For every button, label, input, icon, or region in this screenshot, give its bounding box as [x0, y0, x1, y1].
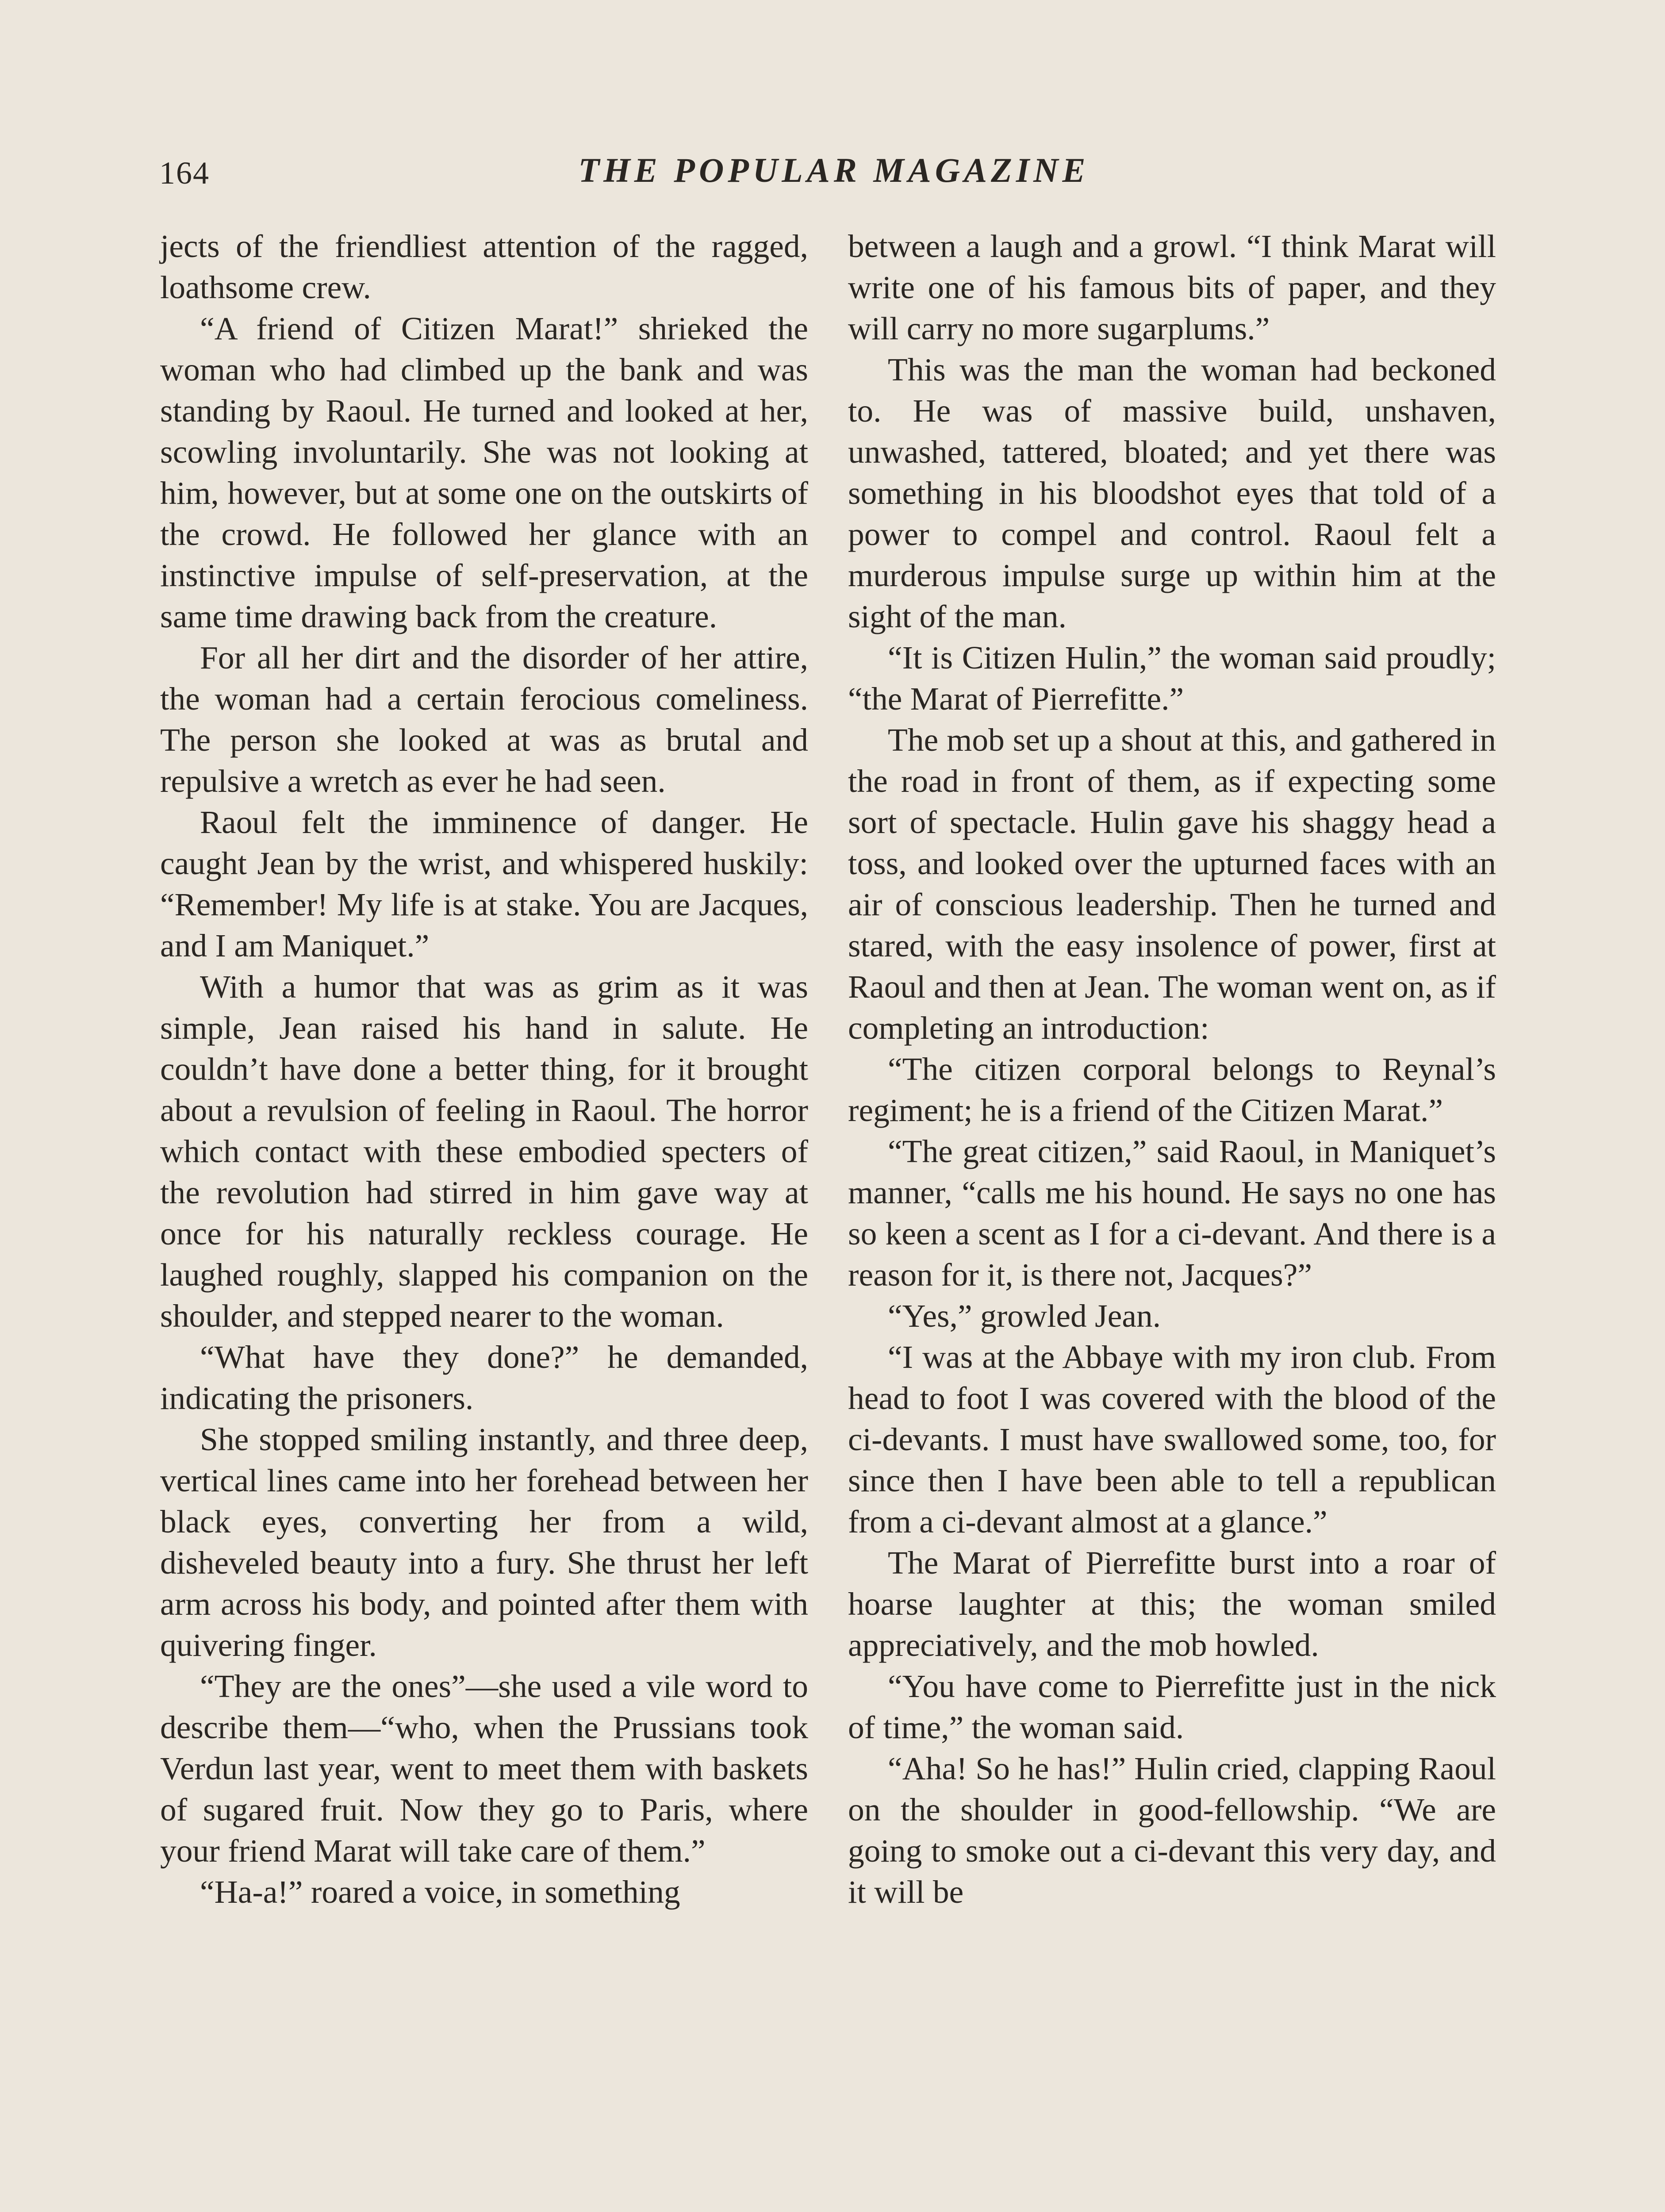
- paragraph: “Aha! So he has!” Hulin cried, clapping Raoul on the shoulder in good-fellowship. “We are going to smoke out a ci-devant this very day, and it will be: [848, 1751, 1496, 1910]
- paragraph: “The citizen corporal belongs to Reynal’s regiment; he is a friend of the Citizen Marat.”: [848, 1051, 1496, 1128]
- paragraph: The Marat of Pierrefitte burst into a roar of hoarse laughter at this; the woman smiled appreciatively, and the mob howled.: [848, 1545, 1496, 1663]
- paragraph: “You have come to Pierrefitte just in the nick of time,” the woman said.: [848, 1668, 1496, 1745]
- paragraph: “They are the ones”—she used a vile word to describe them—“who, when the Prussians took Verdun last year, went to meet them with baskets of sugared fruit. Now they go to Paris, where your friend Marat will take care of them.”: [160, 1668, 808, 1869]
- paragraph: This was the man the woman had beckoned to. He was of massive build, unshaven, unwashed, tattered, bloated; and yet there was something in his bloodshot eyes that told of a power to compel and control. Raoul felt a murderous impulse surge up within him at the sight of the man.: [848, 352, 1496, 634]
- paragraph: Raoul felt the imminence of danger. He caught Jean by the wrist, and whispered huskily: “Remember! My life is at stake. You are Jacques, and I am Maniquet.”: [160, 804, 808, 964]
- paragraph: The mob set up a shout at this, and gathered in the road in front of them, as if expecting some sort of spectacle. Hulin gave his shaggy head a toss, and looked over the upturned faces with an air of conscious leadership. Then he turned and stared, with the easy insolence of power, first at Raoul and then at Jean. The woman went on, as if completing an introduction:: [848, 722, 1496, 1046]
- paragraph: “Yes,” growled Jean.: [888, 1298, 1161, 1334]
- paragraph: “I was at the Abbaye with my iron club. From head to foot I was covered with the blood of the ci-devants. I must have swallowed some, too, for since then I have been able to tell a republican from a ci-devant almost at a glance.”: [848, 1339, 1496, 1540]
- paragraph: She stopped smiling instantly, and three deep, vertical lines came into her forehead between her black eyes, converting her from a wild, disheveled beauty into a fury. She thrust her left arm across his body, and pointed after them with quivering finger.: [160, 1421, 808, 1663]
- magazine-title: THE POPULAR MAGAZINE: [578, 151, 1090, 189]
- paragraph: “A friend of Citizen Marat!” shrieked the woman who had climbed up the bank and was standing by Raoul. He turned and looked at her, scowling involuntarily. She was not looking at him, however, but at some one on the outskirts of the crowd. He followed her glance with an instinctive impulse of self-preservation, at the same time drawing back from the creature.: [160, 311, 808, 634]
- paragraph: “Ha-a!” roared a voice, in something: [200, 1874, 680, 1910]
- page-number: 164: [159, 155, 210, 191]
- paragraph: “It is Citizen Hulin,” the woman said proudly; “the Marat of Pierrefitte.”: [848, 640, 1496, 717]
- paragraph: jects of the friendliest attention of the ragged, loathsome crew.: [160, 228, 808, 305]
- paragraph: between a laugh and a growl. “I think Marat will write one of his famous bits of paper, and they will carry no more sugarplums.”: [848, 228, 1496, 346]
- paragraph: “What have they done?” he demanded, indicating the prisoners.: [160, 1339, 808, 1416]
- left-column: [160, 226, 808, 1912]
- page-header: [159, 150, 1508, 199]
- right-column: [848, 226, 1496, 1912]
- paragraph: For all her dirt and the disorder of her attire, the woman had a certain ferocious comeliness. The person she looked at was as brutal and repulsive a wretch as ever he had seen.: [160, 640, 808, 799]
- paragraph: With a humor that was as grim as it was simple, Jean raised his hand in salute. He couldn’t have done a better thing, for it brought about a revulsion of feeling in Raoul. The horror which contact with these embodied specters of the revolution had stirred in him gave way at once for his naturally reckless courage. He laughed roughly, slapped his companion on the shoulder, and stepped nearer to the woman.: [160, 969, 808, 1334]
- paragraph: “The great citizen,” said Raoul, in Maniquet’s manner, “calls me his hound. He says no one has so keen a scent as I for a ci-devant. And there is a reason for it, is there not, Jacques?”: [848, 1133, 1496, 1293]
